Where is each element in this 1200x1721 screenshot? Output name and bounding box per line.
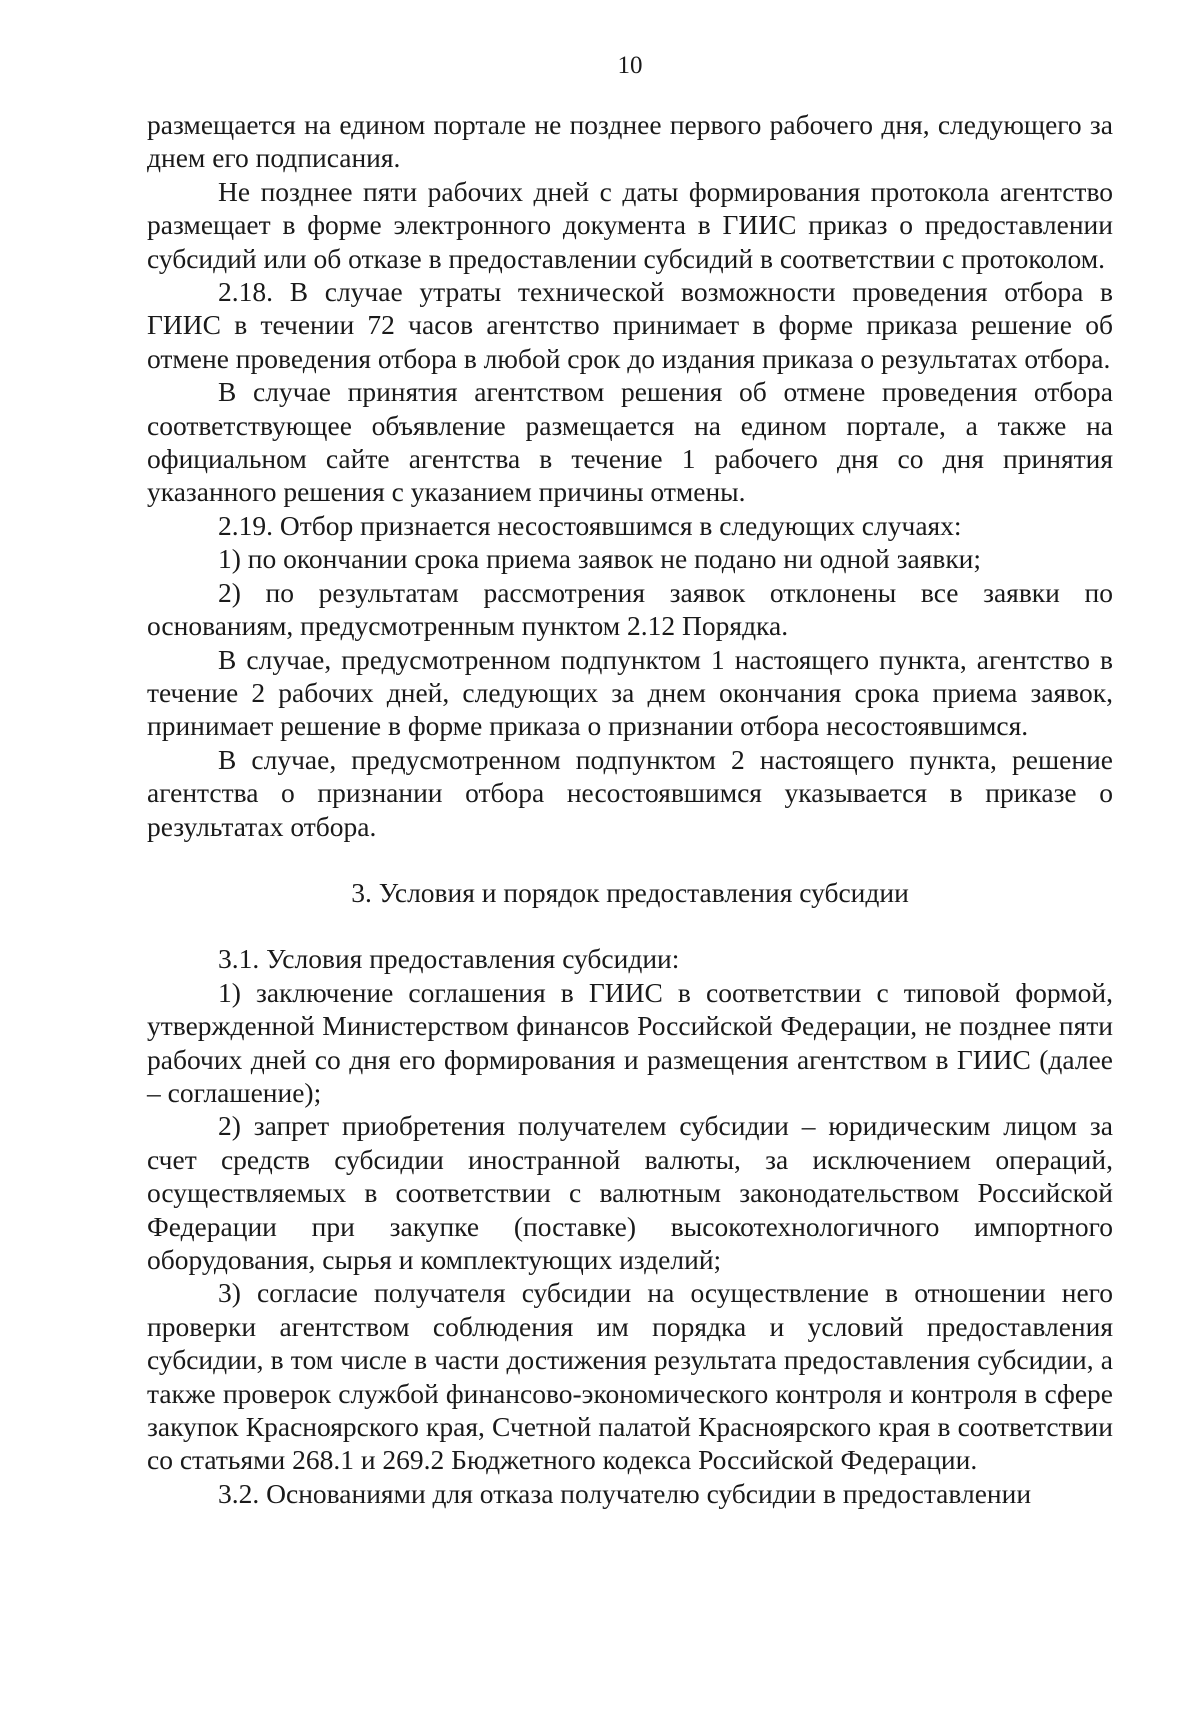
paragraph-subitem-1-case: В случае, предусмотренном подпунктом 1 настоящего пункта, агентство в течение 2 рабочих дней, следующих за днем окончания срока приема заявок, принимает решение в форме приказа о признании отбора несостоявшимся. (147, 643, 1113, 742)
paragraph-3-1: 3.1. Условия предоставления субсидии: (218, 943, 680, 975)
paragraph-cancellation-notice: В случае принятия агентством решения об отмене проведения отбора соответствующее объявление размещается на едином портале, а также на официальном сайте агентства в течение 1 рабочего дня со дня принятия указанного решения с указанием причины отмены. (147, 376, 1113, 508)
list-item-3-1-1: 1) заключение соглашения в ГИИС в соответствии с типовой формой, утвержденной Министерством финансов Российской Федерации, не позднее пяти рабочих дней со дня его формирования и размещения агентством в ГИИС (далее – соглашение); (147, 976, 1113, 1108)
paragraph-continuation: размещается на едином портале не позднее первого рабочего дня, следующего за днем его подписания. (147, 109, 1113, 174)
page-number: 10 (617, 52, 643, 79)
document-body (147, 108, 1113, 1510)
list-item-2-19-1: 1) по окончании срока приема заявок не подано ни одной заявки; (218, 543, 982, 575)
paragraph-3-2: 3.2. Основаниями для отказа получателю субсидии в предоставлении (218, 1477, 1032, 1509)
paragraph-2-18: 2.18. В случае утраты технической возможности проведения отбора в ГИИС в течении 72 часов агентство принимает в форме приказа решение об отмене проведения отбора в любой срок до издания приказа о результатах отбора. (147, 276, 1113, 374)
paragraph-protocol-order: Не позднее пяти рабочих дней с даты формирования протокола агентство размещает в форме электронного документа в ГИИС приказ о предоставлении субсидий или об отказе в предоставлении субсидий в соответствии с протоколом. (147, 175, 1113, 274)
list-item-3-1-3: 3) согласие получателя субсидии на осуществление в отношении него проверки агентством соблюдения им порядка и условий предоставления субсидии, в том числе в части достижения результата предоставления субсидии, а также проверок службой финансово-экономического контроля и контроля в сфере закупок Красноярского края, Счетной палатой Красноярского края в соответствии со статьями 268.1 и 269.2 Бюджетного кодекса Российской Федерации. (147, 1277, 1113, 1476)
paragraph-subitem-2-case: В случае, предусмотренном подпунктом 2 настоящего пункта, решение агентства о признании отбора несостоявшимся указывается в приказе о результатах отбора. (147, 743, 1113, 842)
paragraph-2-19: 2.19. Отбор признается несостоявшимся в следующих случаях: (218, 509, 962, 541)
section-heading: 3. Условия и порядок предоставления субсидии (351, 876, 909, 908)
list-item-2-19-2: 2) по результатам рассмотрения заявок отклонены все заявки по основаниям, предусмотренным пунктом 2.12 Порядка. (147, 576, 1113, 642)
list-item-3-1-2: 2) запрет приобретения получателем субсидии – юридическим лицом за счет средств субсидии иностранной валюты, за исключением операций, осуществляемых в соответствии с валютным законодательством Российской Федерации при закупке (поставке) высокотехнологичного импортного оборудования, сырья и комплектующих изделий; (147, 1110, 1113, 1275)
